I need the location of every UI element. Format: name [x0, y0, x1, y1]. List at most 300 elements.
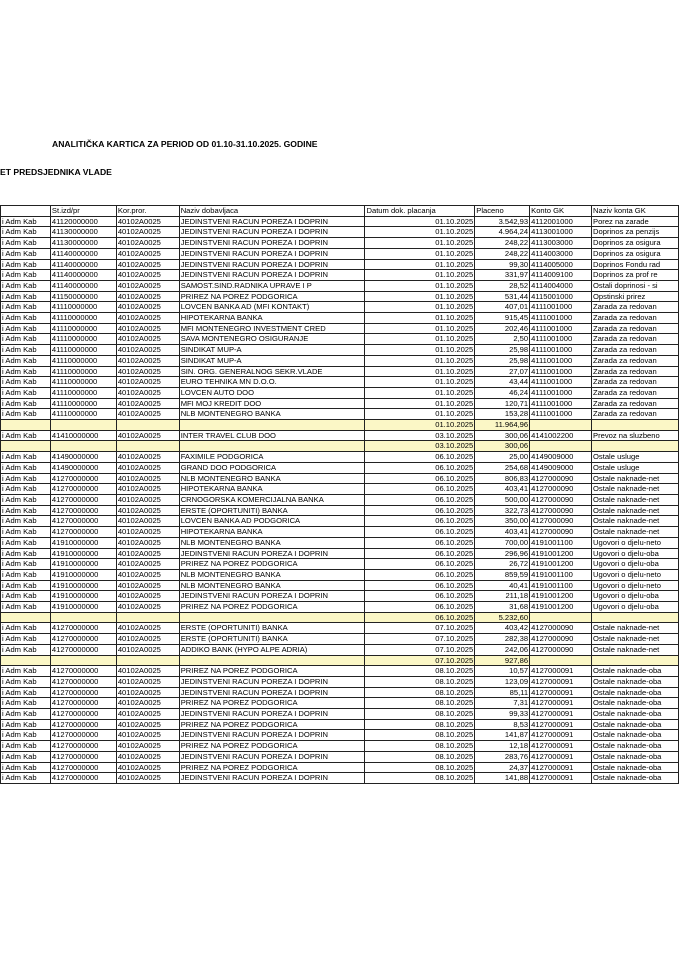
- unit-cell: i Adm Kab: [1, 452, 51, 463]
- amount-cell: 85,11: [475, 687, 530, 698]
- unit-cell: i Adm Kab: [1, 602, 51, 613]
- budget-user-cell: [116, 420, 179, 431]
- payment-date-cell: 07.10.2025: [365, 644, 475, 655]
- table-row: [1, 580, 679, 591]
- table-row: [1, 730, 679, 741]
- amount-cell: 26,72: [475, 559, 530, 570]
- table-row: [1, 248, 679, 259]
- payment-date-cell: 01.10.2025: [365, 387, 475, 398]
- budget-user-cell: 40102A0025: [116, 334, 179, 345]
- issue-code-cell: 41130000000: [50, 227, 116, 238]
- budget-user-cell: 40102A0025: [116, 494, 179, 505]
- budget-user-cell: 40102A0025: [116, 548, 179, 559]
- issue-code-cell: 41270000000: [50, 634, 116, 645]
- unit-cell: i Adm Kab: [1, 687, 51, 698]
- unit-cell: i Adm Kab: [1, 248, 51, 259]
- subtotal-row: [1, 420, 679, 431]
- account-code-cell: 4111001000: [530, 366, 592, 377]
- table-row: [1, 323, 679, 334]
- column-header: Datum dok. placanja: [365, 206, 475, 217]
- supplier-cell: JEDINSTVENI RACUN POREZA I DOPRIN: [179, 773, 365, 784]
- table-row: [1, 548, 679, 559]
- issue-code-cell: 41110000000: [50, 398, 116, 409]
- supplier-cell: PRIREZ NA POREZ PODGORICA: [179, 559, 365, 570]
- subtotal-row: [1, 612, 679, 623]
- account-name-cell: Doprinos za osigura: [592, 238, 679, 249]
- issue-code-cell: [50, 612, 116, 623]
- amount-cell: 7,31: [475, 698, 530, 709]
- amount-cell: 123,09: [475, 676, 530, 687]
- unit-cell: i Adm Kab: [1, 366, 51, 377]
- unit-cell: i Adm Kab: [1, 227, 51, 238]
- account-code-cell: 4127000091: [530, 773, 592, 784]
- budget-user-cell: 40102A0025: [116, 484, 179, 495]
- column-header: [1, 206, 51, 217]
- supplier-cell: PRIREZ NA POREZ PODGORICA: [179, 291, 365, 302]
- issue-code-cell: 41110000000: [50, 313, 116, 324]
- account-name-cell: Ugovori o djelu-oba: [592, 559, 679, 570]
- supplier-cell: PRIREZ NA POREZ PODGORICA: [179, 741, 365, 752]
- issue-code-cell: 41910000000: [50, 569, 116, 580]
- account-name-cell: Prevoz na sluzbeno: [592, 430, 679, 441]
- table-row: [1, 398, 679, 409]
- budget-user-cell: 40102A0025: [116, 676, 179, 687]
- issue-code-cell: 41110000000: [50, 409, 116, 420]
- issue-code-cell: 41270000000: [50, 623, 116, 634]
- supplier-cell: LOVCEN AUTO DOO: [179, 387, 365, 398]
- amount-cell: 403,42: [475, 623, 530, 634]
- table-row: [1, 505, 679, 516]
- amount-cell: 296,96: [475, 548, 530, 559]
- account-code-cell: 4191001100: [530, 569, 592, 580]
- supplier-cell: MFI MONTENEGRO INVESTMENT CRED: [179, 323, 365, 334]
- amount-cell: 248,22: [475, 248, 530, 259]
- payment-date-cell: 01.10.2025: [365, 227, 475, 238]
- issue-code-cell: 41490000000: [50, 462, 116, 473]
- supplier-cell: JEDINSTVENI RACUN POREZA I DOPRIN: [179, 259, 365, 270]
- account-name-cell: Ostale naknade-oba: [592, 698, 679, 709]
- budget-user-cell: 40102A0025: [116, 569, 179, 580]
- issue-code-cell: 41910000000: [50, 580, 116, 591]
- account-name-cell: Ostale naknade-oba: [592, 773, 679, 784]
- supplier-cell: [179, 612, 365, 623]
- supplier-cell: JEDINSTVENI RACUN POREZA I DOPRIN: [179, 227, 365, 238]
- account-code-cell: 4114005000: [530, 259, 592, 270]
- payment-date-cell: 06.10.2025: [365, 462, 475, 473]
- issue-code-cell: 41110000000: [50, 302, 116, 313]
- issue-code-cell: 41910000000: [50, 602, 116, 613]
- issue-code-cell: 41110000000: [50, 334, 116, 345]
- account-name-cell: Ostale naknade-net: [592, 516, 679, 527]
- amount-cell: 322,73: [475, 505, 530, 516]
- account-name-cell: Doprinos za penzijs: [592, 227, 679, 238]
- account-name-cell: Zarada za redovan: [592, 387, 679, 398]
- table-row: [1, 602, 679, 613]
- account-code-cell: 4127000091: [530, 741, 592, 752]
- payment-date-cell: 08.10.2025: [365, 741, 475, 752]
- payment-date-cell: 06.10.2025: [365, 569, 475, 580]
- account-code-cell: 4149009000: [530, 462, 592, 473]
- table-row: [1, 291, 679, 302]
- issue-code-cell: 41270000000: [50, 473, 116, 484]
- payment-date-cell: 01.10.2025: [365, 355, 475, 366]
- supplier-cell: GRAND DOO PODGORICA: [179, 462, 365, 473]
- budget-user-cell: 40102A0025: [116, 398, 179, 409]
- table-row: [1, 227, 679, 238]
- table-row: [1, 676, 679, 687]
- account-name-cell: Ostale naknade-oba: [592, 709, 679, 720]
- amount-cell: 403,41: [475, 484, 530, 495]
- unit-cell: i Adm Kab: [1, 398, 51, 409]
- amount-cell: 927,86: [475, 655, 530, 666]
- supplier-cell: LOVCEN BANKA AD PODGORICA: [179, 516, 365, 527]
- account-name-cell: Ostale naknade-net: [592, 623, 679, 634]
- account-name-cell: Zarada za redovan: [592, 302, 679, 313]
- supplier-cell: JEDINSTVENI RACUN POREZA I DOPRIN: [179, 687, 365, 698]
- budget-user-cell: [116, 655, 179, 666]
- amount-cell: 141,88: [475, 773, 530, 784]
- amount-cell: 2,50: [475, 334, 530, 345]
- unit-cell: i Adm Kab: [1, 666, 51, 677]
- account-name-cell: Porez na zarade: [592, 216, 679, 227]
- budget-user-cell: 40102A0025: [116, 323, 179, 334]
- account-name-cell: Ostale usluge: [592, 462, 679, 473]
- table-row: [1, 494, 679, 505]
- issue-code-cell: 41120000000: [50, 216, 116, 227]
- issue-code-cell: 41270000000: [50, 719, 116, 730]
- payment-date-cell: 01.10.2025: [365, 345, 475, 356]
- amount-cell: 500,00: [475, 494, 530, 505]
- table-row: [1, 762, 679, 773]
- account-code-cell: 4111001000: [530, 409, 592, 420]
- budget-user-cell: 40102A0025: [116, 580, 179, 591]
- unit-cell: i Adm Kab: [1, 494, 51, 505]
- supplier-cell: [179, 655, 365, 666]
- budget-user-cell: 40102A0025: [116, 773, 179, 784]
- supplier-cell: PRIREZ NA POREZ PODGORICA: [179, 602, 365, 613]
- table-row: [1, 537, 679, 548]
- payment-date-cell: 08.10.2025: [365, 730, 475, 741]
- unit-cell: i Adm Kab: [1, 580, 51, 591]
- payment-date-cell: 08.10.2025: [365, 751, 475, 762]
- payment-date-cell: 06.10.2025: [365, 612, 475, 623]
- budget-user-cell: 40102A0025: [116, 666, 179, 677]
- issue-code-cell: 41270000000: [50, 773, 116, 784]
- supplier-cell: PRIREZ NA POREZ PODGORICA: [179, 666, 365, 677]
- budget-user-cell: 40102A0025: [116, 302, 179, 313]
- account-code-cell: 4127000090: [530, 634, 592, 645]
- account-name-cell: Ostale naknade-net: [592, 484, 679, 495]
- payment-date-cell: 08.10.2025: [365, 676, 475, 687]
- account-name-cell: Zarada za redovan: [592, 377, 679, 388]
- account-name-cell: Zarada za redovan: [592, 366, 679, 377]
- subtotal-row: [1, 655, 679, 666]
- payment-date-cell: 08.10.2025: [365, 762, 475, 773]
- payment-date-cell: 01.10.2025: [365, 366, 475, 377]
- payment-date-cell: 07.10.2025: [365, 655, 475, 666]
- issue-code-cell: 41410000000: [50, 430, 116, 441]
- account-code-cell: 4127000090: [530, 527, 592, 538]
- table-row: [1, 409, 679, 420]
- account-code-cell: 4111001000: [530, 323, 592, 334]
- account-code-cell: [530, 420, 592, 431]
- account-code-cell: 4111001000: [530, 355, 592, 366]
- budget-user-cell: 40102A0025: [116, 591, 179, 602]
- issue-code-cell: 41270000000: [50, 666, 116, 677]
- unit-cell: i Adm Kab: [1, 505, 51, 516]
- account-code-cell: 4191001100: [530, 580, 592, 591]
- account-name-cell: Ostale naknade-oba: [592, 687, 679, 698]
- unit-cell: i Adm Kab: [1, 323, 51, 334]
- payment-date-cell: 08.10.2025: [365, 773, 475, 784]
- supplier-cell: HIPOTEKARNA BANKA: [179, 527, 365, 538]
- table-row: [1, 719, 679, 730]
- supplier-cell: SINDIKAT MUP-A: [179, 355, 365, 366]
- table-row: [1, 430, 679, 441]
- budget-user-cell: 40102A0025: [116, 741, 179, 752]
- issue-code-cell: 41270000000: [50, 494, 116, 505]
- issue-code-cell: 41270000000: [50, 762, 116, 773]
- unit-cell: i Adm Kab: [1, 355, 51, 366]
- unit-cell: i Adm Kab: [1, 216, 51, 227]
- column-header: St.izd/pr: [50, 206, 116, 217]
- amount-cell: 300,06: [475, 430, 530, 441]
- amount-cell: 331,97: [475, 270, 530, 281]
- supplier-cell: PRIREZ NA POREZ PODGORICA: [179, 698, 365, 709]
- account-code-cell: 4114009100: [530, 270, 592, 281]
- issue-code-cell: 41270000000: [50, 676, 116, 687]
- supplier-cell: ERSTE (OPORTUNITI) BANKA: [179, 623, 365, 634]
- issue-code-cell: [50, 420, 116, 431]
- amount-cell: 5.232,60: [475, 612, 530, 623]
- amount-cell: 407,01: [475, 302, 530, 313]
- column-header: Konto GK: [530, 206, 592, 217]
- budget-user-cell: 40102A0025: [116, 377, 179, 388]
- supplier-cell: [179, 420, 365, 431]
- account-code-cell: 4141002200: [530, 430, 592, 441]
- payment-date-cell: 01.10.2025: [365, 334, 475, 345]
- account-code-cell: 4127000091: [530, 687, 592, 698]
- payment-date-cell: 07.10.2025: [365, 623, 475, 634]
- account-name-cell: Zarada za redovan: [592, 398, 679, 409]
- ledger-body: [1, 216, 679, 783]
- amount-cell: 300,06: [475, 441, 530, 452]
- payment-date-cell: 01.10.2025: [365, 420, 475, 431]
- unit-cell: i Adm Kab: [1, 698, 51, 709]
- amount-cell: 282,38: [475, 634, 530, 645]
- issue-code-cell: 41490000000: [50, 452, 116, 463]
- supplier-cell: FAXIMILE PODGORICA: [179, 452, 365, 463]
- issue-code-cell: 41130000000: [50, 238, 116, 249]
- unit-cell: i Adm Kab: [1, 473, 51, 484]
- table-row: [1, 462, 679, 473]
- payment-date-cell: 06.10.2025: [365, 484, 475, 495]
- account-name-cell: Ostali doprinosi - si: [592, 280, 679, 291]
- account-name-cell: Ostale naknade-oba: [592, 730, 679, 741]
- unit-cell: i Adm Kab: [1, 516, 51, 527]
- budget-user-cell: 40102A0025: [116, 623, 179, 634]
- unit-cell: [1, 441, 51, 452]
- unit-cell: i Adm Kab: [1, 762, 51, 773]
- unit-cell: i Adm Kab: [1, 270, 51, 281]
- payment-date-cell: 08.10.2025: [365, 666, 475, 677]
- amount-cell: 25,98: [475, 345, 530, 356]
- unit-cell: i Adm Kab: [1, 548, 51, 559]
- supplier-cell: JEDINSTVENI RACUN POREZA I DOPRIN: [179, 248, 365, 259]
- amount-cell: 283,76: [475, 751, 530, 762]
- issue-code-cell: 41270000000: [50, 484, 116, 495]
- supplier-cell: EURO TEHNIKA MN D.O.O.: [179, 377, 365, 388]
- issue-code-cell: 41270000000: [50, 730, 116, 741]
- budget-user-cell: 40102A0025: [116, 270, 179, 281]
- payment-date-cell: 01.10.2025: [365, 398, 475, 409]
- issue-code-cell: 41910000000: [50, 591, 116, 602]
- supplier-cell: SAVA MONTENEGRO OSIGURANJE: [179, 334, 365, 345]
- supplier-cell: NLB MONTENEGRO BANKA: [179, 409, 365, 420]
- budget-user-cell: 40102A0025: [116, 634, 179, 645]
- budget-user-cell: [116, 612, 179, 623]
- issue-code-cell: 41270000000: [50, 505, 116, 516]
- supplier-cell: NLB MONTENEGRO BANKA: [179, 473, 365, 484]
- account-code-cell: [530, 612, 592, 623]
- amount-cell: 120,71: [475, 398, 530, 409]
- unit-cell: i Adm Kab: [1, 387, 51, 398]
- unit-cell: i Adm Kab: [1, 238, 51, 249]
- amount-cell: 403,41: [475, 527, 530, 538]
- supplier-cell: NLB MONTENEGRO BANKA: [179, 537, 365, 548]
- table-row: [1, 687, 679, 698]
- budget-user-cell: 40102A0025: [116, 516, 179, 527]
- unit-cell: i Adm Kab: [1, 623, 51, 634]
- issue-code-cell: 41270000000: [50, 644, 116, 655]
- amount-cell: 99,30: [475, 259, 530, 270]
- account-code-cell: 4191001200: [530, 548, 592, 559]
- account-code-cell: 4127000091: [530, 666, 592, 677]
- account-code-cell: 4127000090: [530, 494, 592, 505]
- budget-user-cell: 40102A0025: [116, 216, 179, 227]
- table-row: [1, 387, 679, 398]
- budget-user-cell: 40102A0025: [116, 559, 179, 570]
- table-row: [1, 644, 679, 655]
- supplier-cell: JEDINSTVENI RACUN POREZA I DOPRIN: [179, 270, 365, 281]
- unit-cell: i Adm Kab: [1, 291, 51, 302]
- account-name-cell: Zarada za redovan: [592, 334, 679, 345]
- unit-cell: i Adm Kab: [1, 430, 51, 441]
- amount-cell: 40,41: [475, 580, 530, 591]
- supplier-cell: SIN. ORG. GENERALNOG SEKR.VLADE: [179, 366, 365, 377]
- issue-code-cell: 41110000000: [50, 323, 116, 334]
- supplier-cell: PRIREZ NA POREZ PODGORICA: [179, 719, 365, 730]
- amount-cell: 11.964,96: [475, 420, 530, 431]
- table-row: [1, 634, 679, 645]
- unit-cell: i Adm Kab: [1, 280, 51, 291]
- budget-user-cell: 40102A0025: [116, 751, 179, 762]
- account-name-cell: Ugovori o djelu-oba: [592, 602, 679, 613]
- table-row: [1, 355, 679, 366]
- unit-cell: i Adm Kab: [1, 730, 51, 741]
- account-code-cell: 4127000090: [530, 644, 592, 655]
- ledger-table: [0, 205, 679, 784]
- account-code-cell: 4113001000: [530, 227, 592, 238]
- account-code-cell: 4127000091: [530, 698, 592, 709]
- amount-cell: 10,57: [475, 666, 530, 677]
- amount-cell: 3.542,93: [475, 216, 530, 227]
- supplier-cell: INTER TRAVEL CLUB DOO: [179, 430, 365, 441]
- account-name-cell: Opstinski prirez: [592, 291, 679, 302]
- column-header: Naziv konta GK: [592, 206, 679, 217]
- budget-user-cell: 40102A0025: [116, 644, 179, 655]
- payment-date-cell: 08.10.2025: [365, 709, 475, 720]
- account-code-cell: 4127000090: [530, 484, 592, 495]
- payment-date-cell: 01.10.2025: [365, 323, 475, 334]
- unit-cell: i Adm Kab: [1, 527, 51, 538]
- payment-date-cell: 01.10.2025: [365, 248, 475, 259]
- amount-cell: 24,37: [475, 762, 530, 773]
- supplier-cell: NLB MONTENEGRO BANKA: [179, 569, 365, 580]
- account-code-cell: 4114004000: [530, 280, 592, 291]
- account-code-cell: 4191001200: [530, 602, 592, 613]
- amount-cell: 350,00: [475, 516, 530, 527]
- account-code-cell: 4191001100: [530, 537, 592, 548]
- table-row: [1, 334, 679, 345]
- account-code-cell: 4127000091: [530, 676, 592, 687]
- account-name-cell: Ugovori o djelu-oba: [592, 548, 679, 559]
- payment-date-cell: 01.10.2025: [365, 377, 475, 388]
- unit-cell: i Adm Kab: [1, 644, 51, 655]
- unit-cell: [1, 420, 51, 431]
- budget-user-cell: 40102A0025: [116, 355, 179, 366]
- amount-cell: 28,52: [475, 280, 530, 291]
- payment-date-cell: 08.10.2025: [365, 698, 475, 709]
- account-name-cell: Zarada za redovan: [592, 323, 679, 334]
- supplier-cell: ADDIKO BANK (HYPO ALPE ADRIA): [179, 644, 365, 655]
- unit-cell: i Adm Kab: [1, 634, 51, 645]
- issue-code-cell: 41910000000: [50, 559, 116, 570]
- header-row: [1, 206, 679, 217]
- issue-code-cell: 41110000000: [50, 345, 116, 356]
- unit-cell: i Adm Kab: [1, 537, 51, 548]
- table-row: [1, 751, 679, 762]
- account-code-cell: 4127000090: [530, 473, 592, 484]
- amount-cell: 915,45: [475, 313, 530, 324]
- account-name-cell: Ostale naknade-oba: [592, 751, 679, 762]
- account-code-cell: [530, 441, 592, 452]
- unit-cell: i Adm Kab: [1, 345, 51, 356]
- issue-code-cell: 41110000000: [50, 366, 116, 377]
- account-name-cell: [592, 655, 679, 666]
- issue-code-cell: 41270000000: [50, 516, 116, 527]
- payment-date-cell: 06.10.2025: [365, 505, 475, 516]
- amount-cell: 859,59: [475, 569, 530, 580]
- payment-date-cell: 06.10.2025: [365, 591, 475, 602]
- supplier-cell: JEDINSTVENI RACUN POREZA I DOPRIN: [179, 730, 365, 741]
- amount-cell: 141,87: [475, 730, 530, 741]
- account-code-cell: 4111001000: [530, 387, 592, 398]
- account-code-cell: 4111001000: [530, 334, 592, 345]
- unit-cell: i Adm Kab: [1, 377, 51, 388]
- account-name-cell: Ostale naknade-oba: [592, 676, 679, 687]
- supplier-cell: MFI MOJ KREDIT DOO: [179, 398, 365, 409]
- account-name-cell: Ostale usluge: [592, 452, 679, 463]
- amount-cell: 27,07: [475, 366, 530, 377]
- payment-date-cell: 06.10.2025: [365, 559, 475, 570]
- table-row: [1, 773, 679, 784]
- supplier-cell: ERSTE (OPORTUNITI) BANKA: [179, 505, 365, 516]
- supplier-cell: JEDINSTVENI RACUN POREZA I DOPRIN: [179, 238, 365, 249]
- page-subtitle: ET PREDSJEDNIKA VLADE: [0, 167, 112, 177]
- issue-code-cell: 41150000000: [50, 291, 116, 302]
- account-name-cell: Ostale naknade-net: [592, 634, 679, 645]
